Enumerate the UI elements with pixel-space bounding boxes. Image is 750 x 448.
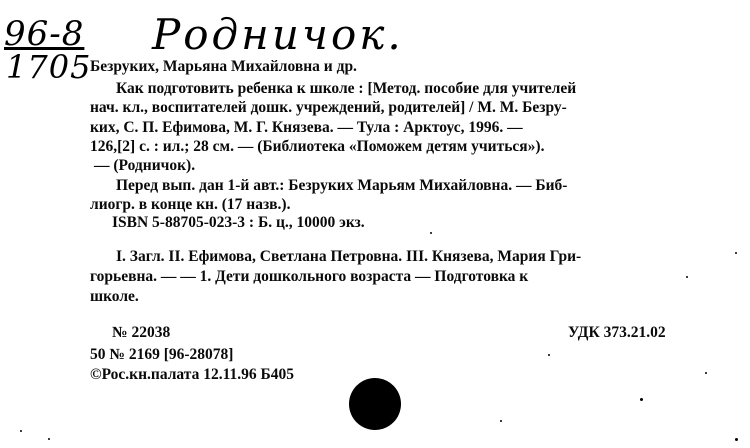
record-number: № 22038	[112, 324, 171, 341]
series-line: — (Родничок).	[94, 157, 196, 174]
scan-speck	[48, 438, 50, 440]
udk-classification: УДК 373.21.02	[568, 324, 666, 341]
tracing-line: школе.	[90, 288, 139, 305]
description-line: нач. кл., воспитателей дошк. учреждений, родителей] / М. М. Безру-	[90, 99, 567, 116]
tracing-line: горьевна. — — 1. Дети дошкольного возраста — Подготовка к	[90, 268, 529, 285]
scan-speck	[735, 252, 737, 254]
note-line: Перед вып. дан 1-й авт.: Безруких Марьям Михайловна. — Биб-	[116, 177, 568, 194]
shelf-mark-handwritten: 96-8	[4, 14, 85, 54]
author-heading: Безруких, Марьяна Михайловна и др.	[90, 58, 357, 75]
book-chamber-stamp-line: ©Рос.кн.палата 12.11.96 Б405	[90, 366, 294, 383]
description-line: Как подготовить ребенка к школе : [Метод. пособие для учителей	[116, 80, 577, 97]
description-line: 126,[2] с. : ил.; 28 см. — (Библиотека «Поможем детям учиться»).	[90, 138, 545, 155]
scan-speck	[686, 276, 688, 278]
scan-speck	[735, 438, 738, 441]
card-punch-hole	[349, 378, 401, 430]
scan-speck	[640, 398, 643, 401]
scan-speck	[548, 354, 550, 356]
scan-speck	[705, 372, 707, 374]
series-title-handwritten: Родничок.	[152, 10, 404, 59]
note-line: лиогр. в конце кн. (17 назв.).	[90, 196, 291, 213]
isbn-line: ISBN 5-88705-023-3 : Б. ц., 10000 экз.	[112, 214, 365, 231]
control-number: 50 № 2169 [96-28078]	[90, 346, 234, 363]
scan-speck	[20, 430, 22, 432]
tracing-line: I. Загл. II. Ефимова, Светлана Петровна. III. Князева, Мария Гри-	[116, 248, 582, 265]
author-mark-handwritten: 1705	[6, 48, 92, 86]
scan-speck	[430, 232, 432, 234]
scan-speck	[500, 420, 502, 422]
description-line: ких, С. П. Ефимова, М. Г. Князева. — Тула : Арктоус, 1996. —	[90, 119, 523, 136]
